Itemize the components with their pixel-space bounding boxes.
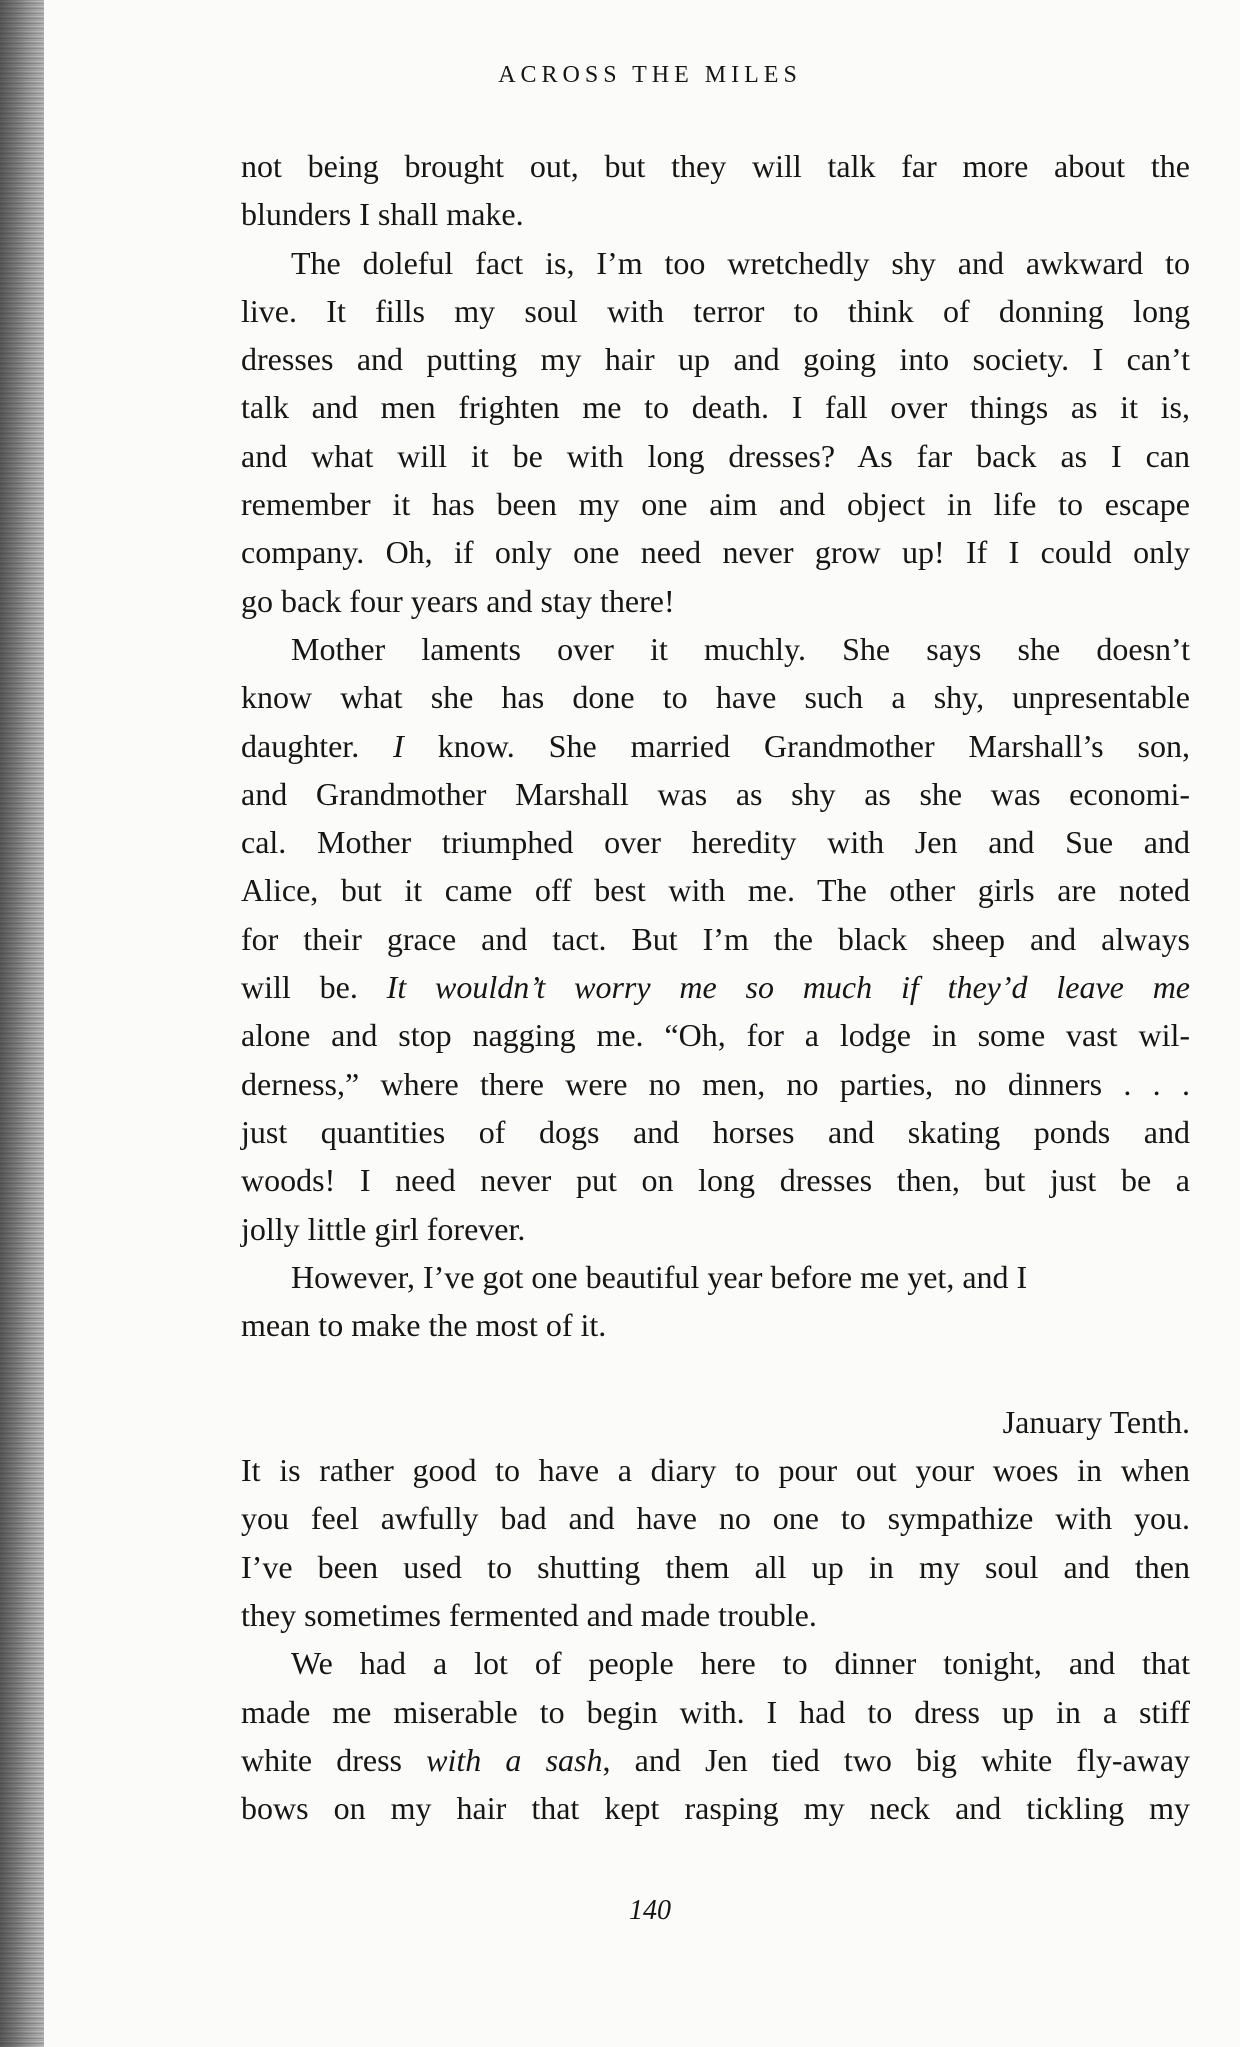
text-line [241,1253,1190,1301]
text-line [241,1543,1190,1591]
text-segment: blunders I shall make. [241,196,524,233]
text-segment: , and Jen tied two big white fly-away [602,1741,1191,1778]
text-line [241,383,1190,431]
text-line [241,1108,1190,1156]
text-line [241,1156,1190,1204]
text-line [241,287,1190,335]
text-line [241,239,1190,287]
text-line [241,1494,1190,1542]
text-line [241,1784,1190,1832]
text-line [241,577,1190,625]
text-segment: remember it has been my one aim and object in life to escape [241,486,1190,523]
text-segment: woods! I need never put on long dresses then, but just be a [241,1162,1190,1199]
text-segment: company. Oh, if only one need never grow up! If I could only [241,534,1190,571]
text-line [241,528,1190,576]
italic-text-segment: I [393,727,404,764]
text-segment: derness,” where there were no men, no parties, no dinners . . . [241,1065,1190,1102]
text-segment: go back four years and stay there! [241,582,675,619]
text-segment: you feel awfully bad and have no one to sympathize with you. [241,1500,1190,1537]
text-line [241,963,1190,1011]
text-segment: January Tenth. [1002,1403,1190,1440]
text-line [241,770,1190,818]
text-line [241,142,1190,190]
page-number: 140 [629,1895,671,1926]
text-segment: white dress [241,1741,427,1778]
text-line [241,1301,1190,1349]
text-line [241,1349,1190,1397]
text-segment: for their grace and tact. But I’m the black sheep and always [241,920,1190,957]
text-segment: made me miserable to begin with. I had to dress up in a stiff [241,1693,1190,1730]
text-segment: jolly little girl forever. [241,1210,526,1247]
text-segment: will be. [241,969,387,1006]
text-segment: bows on my hair that kept rasping my neck and tickling my [241,1790,1190,1827]
text-segment: daughter. [241,727,394,764]
text-line [241,1205,1190,1253]
italic-text-segment: It wouldn’t worry me so much if they’d leave me [386,969,1191,1006]
text-line [241,1011,1190,1059]
text-segment: and what will it be with long dresses? As far back as I can [241,437,1190,474]
text-line [241,673,1190,721]
text-line [241,1591,1190,1639]
text-segment: However, I’ve got one beautiful year before me yet, and I [291,1258,1028,1295]
text-line [241,1446,1190,1494]
page-body-text [241,142,1190,1832]
text-line [241,818,1190,866]
text-segment: Mother laments over it muchly. She says she doesn’t [291,630,1190,667]
text-line [241,432,1190,480]
text-line [241,190,1190,238]
text-segment: cal. Mother triumphed over heredity with Jen and Sue and [241,824,1190,861]
text-segment: just quantities of dogs and horses and skating ponds and [241,1113,1190,1150]
diary-entry-date [241,1398,1190,1446]
text-line [241,335,1190,383]
text-line [241,480,1190,528]
text-line [241,625,1190,673]
italic-text-segment: with a sash [426,1741,603,1778]
text-line [241,866,1190,914]
text-segment: and Grandmother Marshall was as shy as she was economi- [241,775,1190,812]
text-segment: live. It fills my soul with terror to think of donning long [241,292,1190,329]
text-segment: know. She married Grandmother Marshall’s son, [403,727,1191,764]
text-segment: It is rather good to have a diary to pour out your woes in when [241,1452,1190,1489]
text-segment: dresses and putting my hair up and going into society. I can’t [241,341,1190,378]
text-segment: I’ve been used to shutting them all up in my soul and then [241,1548,1190,1585]
text-line [241,915,1190,963]
text-segment: they sometimes fermented and made trouble. [241,1596,817,1633]
text-segment: talk and men frighten me to death. I fall over things as it is, [241,389,1190,426]
text-line [241,722,1190,770]
text-line [241,1060,1190,1108]
text-segment: alone and stop nagging me. “Oh, for a lodge in some vast wil- [241,1017,1190,1054]
text-line [241,1736,1190,1784]
text-segment: know what she has done to have such a shy, unpresentable [241,679,1190,716]
text-segment: not being brought out, but they will talk far more about the [241,148,1190,184]
book-binding-shadow [0,0,44,2047]
text-segment: mean to make the most of it. [241,1307,607,1344]
text-segment: Alice, but it came off best with me. The other girls are noted [241,872,1190,909]
text-line [241,1639,1190,1687]
text-segment: We had a lot of people here to dinner tonight, and that [291,1645,1190,1682]
text-line [241,1688,1190,1736]
running-header: ACROSS THE MILES [498,62,802,88]
text-segment: The doleful fact is, I’m too wretchedly shy and awkward to [291,244,1190,281]
